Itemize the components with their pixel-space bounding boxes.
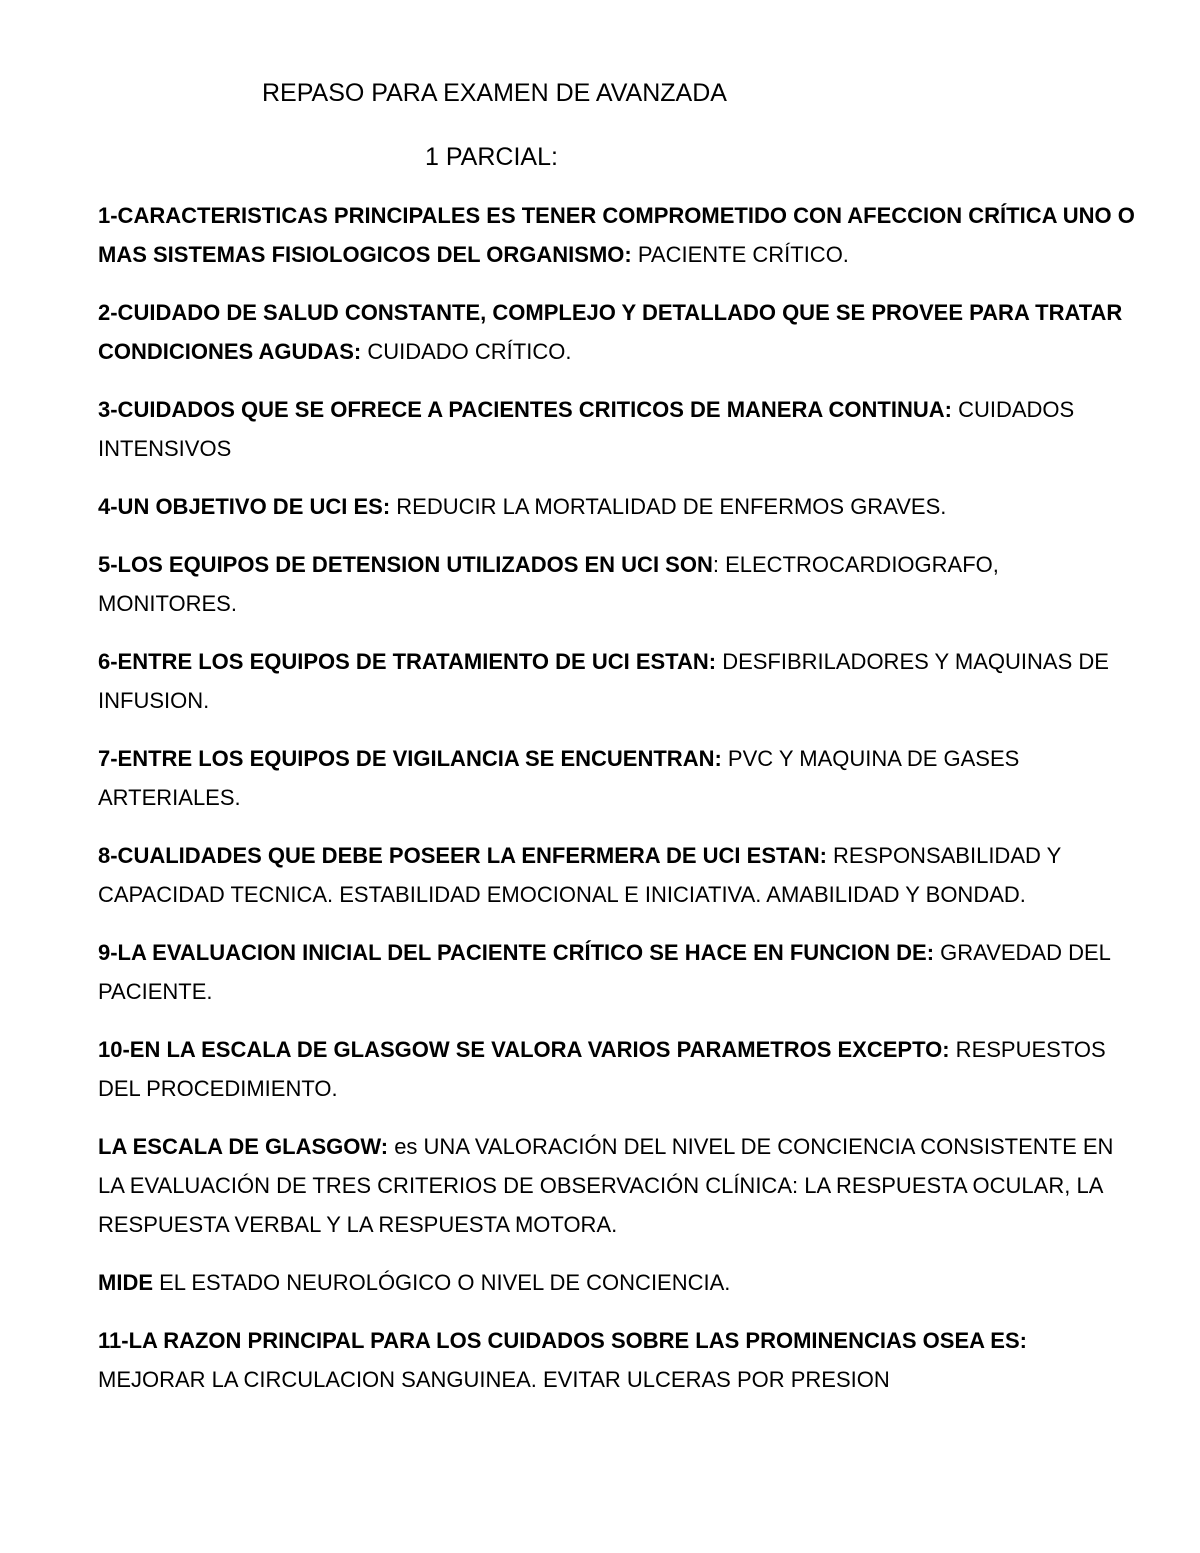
question-text: 1-CARACTERISTICAS PRINCIPALES ES TENER COMPROMETIDO CON AFECCION CRÍTICA UNO O MAS SISTEMAS FISIOLOGICOS DEL ORGANISMO: <box>98 203 1135 267</box>
paragraph-9 <box>98 933 1138 1011</box>
question-text: 11-LA RAZON PRINCIPAL PARA LOS CUIDADOS SOBRE LAS PROMINENCIAS OSEA ES: <box>98 1328 1027 1353</box>
question-text: 9-LA EVALUACION INICIAL DEL PACIENTE CRÍTICO SE HACE EN FUNCION DE: <box>98 940 935 965</box>
question-text: 4-UN OBJETIVO DE UCI ES: <box>98 494 391 519</box>
question-text: MIDE <box>98 1270 153 1295</box>
answer-text: GRAVEDAD DEL PACIENTE. <box>98 940 1111 1004</box>
question-text: 10-EN LA ESCALA DE GLASGOW SE VALORA VARIOS PARAMETROS EXCEPTO: <box>98 1037 950 1062</box>
paragraph-2 <box>98 293 1138 371</box>
paragraph-mide <box>98 1263 1138 1302</box>
paragraph-6 <box>98 642 1138 720</box>
answer-text: MEJORAR LA CIRCULACION SANGUINEA. EVITAR ULCERAS POR PRESION <box>98 1367 890 1392</box>
question-text: 3-CUIDADOS QUE SE OFRECE A PACIENTES CRITICOS DE MANERA CONTINUA: <box>98 397 952 422</box>
answer-text: RESPUESTOS DEL PROCEDIMIENTO. <box>98 1037 1106 1101</box>
paragraph-11 <box>98 1321 1138 1399</box>
document-body <box>98 196 1138 1418</box>
answer-text: : ELECTROCARDIOGRAFO, MONITORES. <box>98 552 999 616</box>
answer-text: CUIDADO CRÍTICO. <box>361 339 572 364</box>
answer-text: PVC Y MAQUINA DE GASES ARTERIALES. <box>98 746 1020 810</box>
paragraph-8 <box>98 836 1138 914</box>
document-subtitle: 1 PARCIAL: <box>425 143 558 171</box>
question-text: LA ESCALA DE GLASGOW: <box>98 1134 389 1159</box>
document-title: REPASO PARA EXAMEN DE AVANZADA <box>262 79 727 107</box>
question-text: 5-LOS EQUIPOS DE DETENSION UTILIZADOS EN UCI SON <box>98 552 713 577</box>
paragraph-10 <box>98 1030 1138 1108</box>
question-text: 7-ENTRE LOS EQUIPOS DE VIGILANCIA SE ENCUENTRAN: <box>98 746 722 771</box>
paragraph-glasgow <box>98 1127 1138 1244</box>
answer-text: PACIENTE CRÍTICO. <box>631 242 849 267</box>
question-text: 8-CUALIDADES QUE DEBE POSEER LA ENFERMERA DE UCI ESTAN: <box>98 843 827 868</box>
answer-text: RESPONSABILIDAD Y CAPACIDAD TECNICA. ESTABILIDAD EMOCIONAL E INICIATIVA. AMABILIDAD Y BONDAD. <box>98 843 1061 907</box>
paragraph-7 <box>98 739 1138 817</box>
answer-text: es UNA VALORACIÓN DEL NIVEL DE CONCIENCIA CONSISTENTE EN LA EVALUACIÓN DE TRES CRITERIOS DE OBSERVACIÓN CLÍNICA: LA RESPUESTA OCULAR, LA RESPUESTA VERBAL Y LA RESPUESTA MOTORA. <box>98 1134 1114 1237</box>
paragraph-4 <box>98 487 1138 526</box>
paragraph-3 <box>98 390 1138 468</box>
paragraph-1 <box>98 196 1138 274</box>
paragraph-5 <box>98 545 1138 623</box>
answer-text: DESFIBRILADORES Y MAQUINAS DE INFUSION. <box>98 649 1109 713</box>
answer-text: EL ESTADO NEUROLÓGICO O NIVEL DE CONCIENCIA. <box>153 1270 731 1295</box>
question-text: 2-CUIDADO DE SALUD CONSTANTE, COMPLEJO Y DETALLADO QUE SE PROVEE PARA TRATAR CONDICIONES AGUDAS: <box>98 300 1123 364</box>
answer-text: REDUCIR LA MORTALIDAD DE ENFERMOS GRAVES. <box>390 494 947 519</box>
question-text: 6-ENTRE LOS EQUIPOS DE TRATAMIENTO DE UCI ESTAN: <box>98 649 717 674</box>
answer-text: CUIDADOS INTENSIVOS <box>98 397 1075 461</box>
